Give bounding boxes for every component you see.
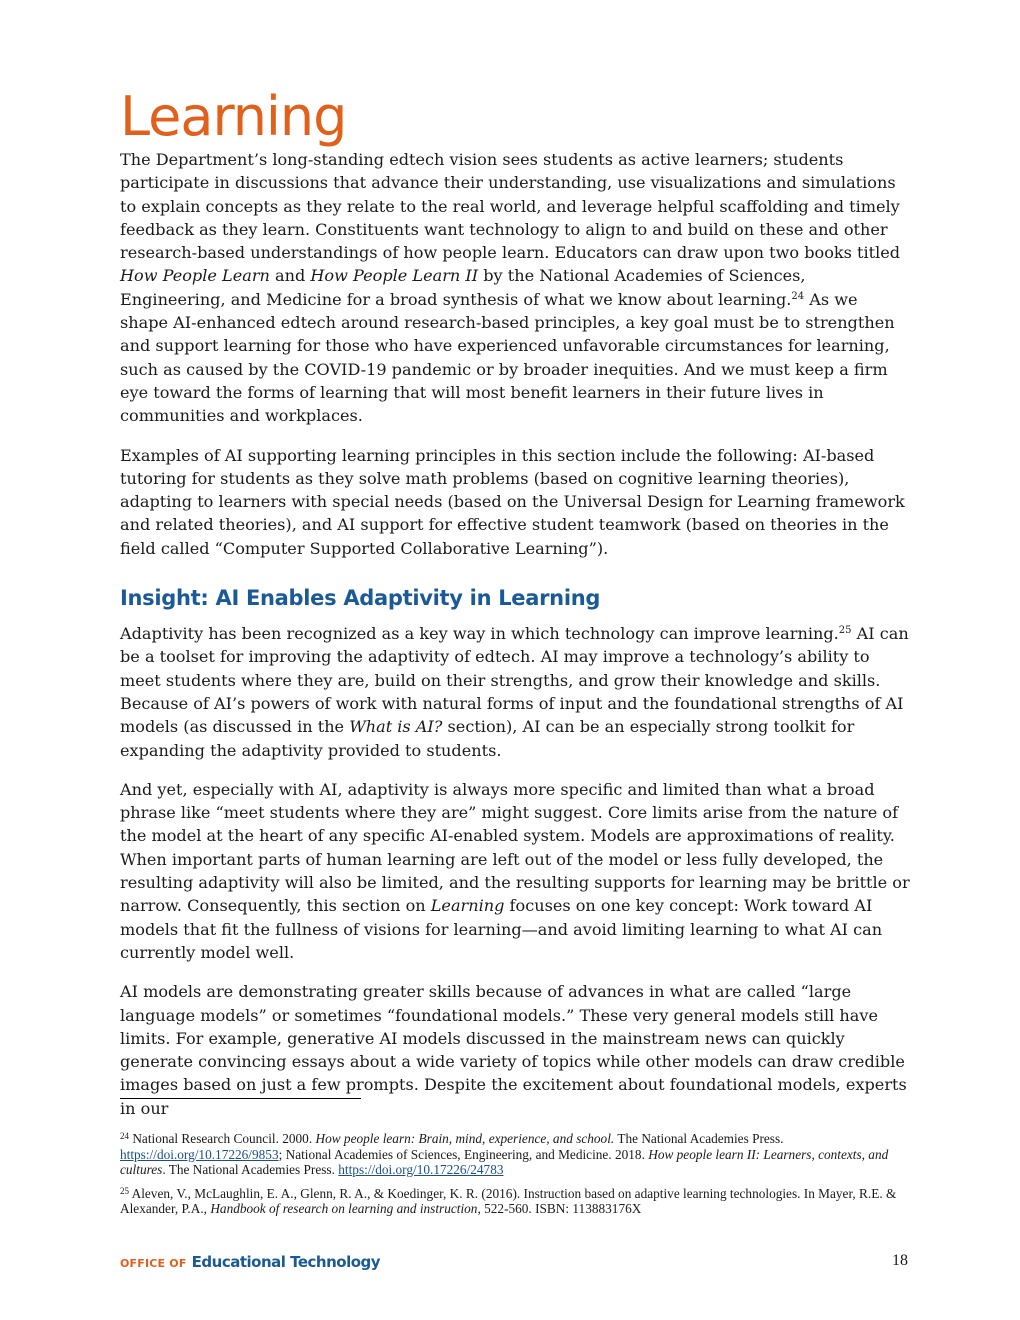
footnote-number: 24 (120, 1131, 129, 1141)
text-run: section), AI can be an especially strong toolkit for expanding the adaptivity provided to students. (120, 717, 855, 760)
footnote-25 (120, 1186, 910, 1217)
text-run: focuses on one key concept: Work toward AI models that fit the fullness of visions for learning—and avoid limiting learning to what AI can currently model well. (120, 896, 883, 962)
section-paragraph-2 (120, 778, 910, 964)
footnote-ref-25[interactable]: 25 (838, 625, 852, 637)
book-title-how-people-learn: How People Learn (120, 266, 270, 286)
section-reference-what-is-ai: What is AI? (349, 717, 443, 737)
office-logo (120, 1252, 380, 1271)
text-run: ; National Academies of Sciences, Engineering, and Medicine. 2018. (278, 1146, 649, 1162)
text-run: Aleven, V., McLaughlin, E. A., Glenn, R. A., & Koedinger, K. R. (2016). Instruction based on adaptive learning technologies. In Mayer, R.E. & Alexander, P.A., (120, 1185, 897, 1217)
section-reference-learning: Learning (430, 896, 505, 916)
text-run: AI can be a toolset for improving the adaptivity of edtech. AI may improve a technology’s ability to meet students where they are, build on their strengths, and grow their knowledge and skills. Because of AI’s powers of work with natural forms of input and the foundational strengths of AI models (as discussed in the (120, 624, 909, 737)
citation-title: How people learn II: Learners, contexts, and cultures (120, 1146, 889, 1178)
intro-paragraph-2: Examples of AI supporting learning principles in this section include the following: AI-based tutoring for students as they solve math problems (based on cognitive learning theories), adapting to learners with special needs (based on the Universal Design for Learning framework and related theories), and AI support for effective student teamwork (based on theories in the field called “Computer Supported Collaborative Learning”). (120, 445, 905, 558)
section-heading: Insight: AI Enables Adaptivity in Learning (120, 586, 601, 611)
doi-link-9853[interactable]: https://doi.org/10.17226/9853 (120, 1146, 279, 1162)
section-paragraph-1 (120, 622, 910, 762)
logo-office-of: OFFICE OF (120, 1257, 187, 1270)
logo-educational-technology: Educational Technology (191, 1253, 381, 1271)
text-run: by the National Academies of Sciences, Engineering, and Medicine for a broad synthesis of what we know about learning. (120, 266, 806, 309)
page-number: 18 (892, 1252, 908, 1269)
section-paragraph-3: AI models are demonstrating greater skills because of advances in what are called “large language models” or sometimes “foundational models.” These very general models still have limits. For example, generative AI models discussed in the mainstream news can quickly generate convincing essays about a wide variety of topics while other models can draw credible images based on just a few prompts. Despite the excitement about foundational models, experts in our (120, 982, 907, 1118)
footnote-24 (120, 1131, 910, 1178)
doi-link-24783[interactable]: https://doi.org/10.17226/24783 (338, 1162, 504, 1178)
text-run: And yet, especially with AI, adaptivity is always more specific and limited than what a broad phrase like “meet students where they are” might suggest. Core limits arise from the nature of the model at the heart of any specific AI-enabled system. Models are approximations of reality. When important parts of human learning are left out of the model or less fully developed, the resulting adaptivity will also be limited, and the resulting supports for learning may be brittle or narrow. Consequently, this section on (120, 779, 910, 916)
footnote-number: 25 (120, 1185, 129, 1196)
footnote-divider (120, 1098, 361, 1099)
text-run: The Department’s long-standing edtech vision sees students as active learners; students participate in discussions that advance their understanding, use visualizations and simulations to explain concepts as they relate to the real world, and leverage helpful scaffolding and timely feedback as they learn. Constituents want technology to align to and build on these and other research-based understandings of how people learn. Educators can draw upon two books titled (120, 150, 901, 263)
text-run: As we shape AI-enhanced edtech around research-based principles, a key goal must be to strengthen and support learning for those who have experienced unfavorable circumstances for learning, such as caused by the COVID-19 pandemic or by broader inequities. And we must keep a firm eye toward the forms of learning that will most benefit learners in their future lives in communities and workplaces. (120, 289, 895, 426)
page-title: Learning (120, 85, 347, 148)
intro-paragraph-1 (120, 148, 910, 428)
citation-title: How people learn: Brain, mind, experience, and school. (315, 1131, 615, 1146)
text-run: , 522-560. ISBN: 113883176X (477, 1201, 642, 1217)
citation-title: Handbook of research on learning and instruction (210, 1201, 478, 1217)
footnotes (120, 1131, 910, 1225)
text-run: Adaptivity has been recognized as a key way in which technology can improve learning. (120, 624, 839, 644)
text-run: and (269, 266, 311, 286)
text-run: . The National Academies Press. (162, 1162, 339, 1178)
page-content (120, 86, 910, 1136)
footnote-ref-24[interactable]: 24 (791, 290, 805, 302)
page-footer (120, 1252, 908, 1274)
book-title-how-people-learn-ii: How People Learn II (310, 266, 479, 286)
text-run: The National Academies Press. (614, 1131, 784, 1146)
text-run: National Research Council. 2000. (129, 1131, 316, 1146)
